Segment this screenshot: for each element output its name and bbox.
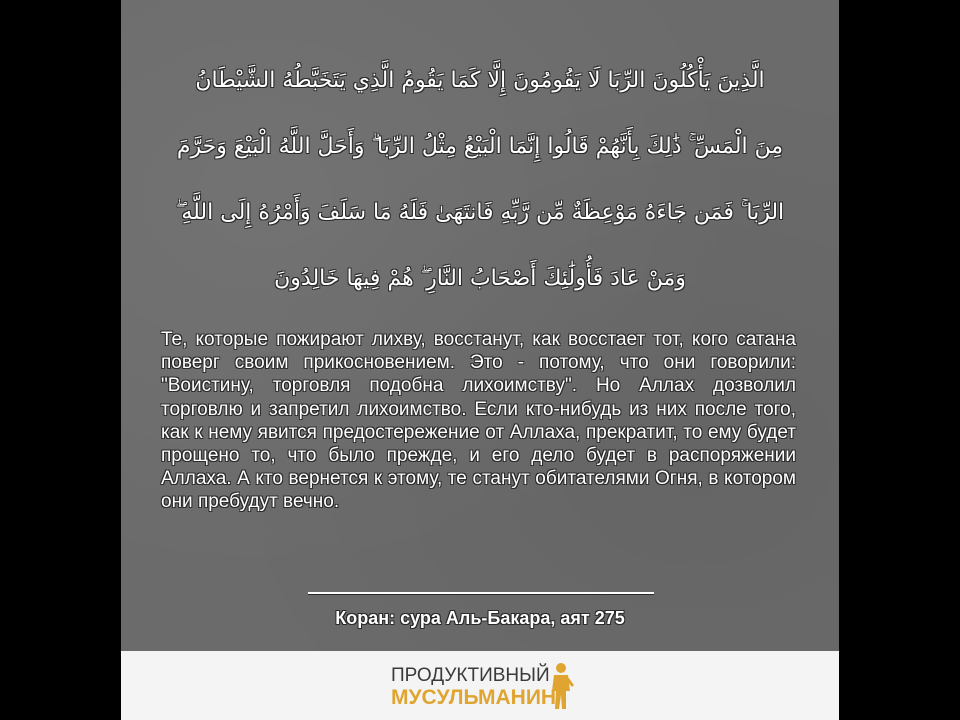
logo-line1: ПРОДУКТИВНЫЙ [391,665,550,686]
arabic-verse-line: وَمَنْ عَادَ فَأُولَٰئِكَ أَصْحَابُ النَّارِ ۖ هُمْ فِيهَا خَالِدُونَ [274,266,686,291]
arabic-verse-line: الرِّبَا ۚ فَمَن جَاءَهُ مَوْعِظَةٌ مِّن رَّبِّهِ فَانتَهَىٰ فَلَهُ مَا سَلَفَ وَأَمْرُهُ إِلَى اللَّهِ ۖ [175,200,785,225]
russian-translation: Те, которые пожирают лихву, восстанут, как восстает тот, кого сатана поверг своим прикосновением. Это - потому, что они говорили: "Воистину, торговля подобна лихоимству". Но Аллах дозволил торговлю и запретил лихоимство. Если кто-нибудь из них после того, как к нему явится предостережение от Аллаха, прекратит, то ему будет прощено то, что было прежде, и его дело будет в распоряжении Аллаха. А кто вернется к этому, те станут обитателями Огня, в котором они пребудут вечно. [161,329,796,513]
arabic-verse-line: الَّذِينَ يَأْكُلُونَ الرِّبَا لَا يَقُومُونَ إِلَّا كَمَا يَقُومُ الَّذِي يَتَخَبَّطُهُ الشَّيْطَانُ [195,68,765,93]
verse-source: Коран: сура Аль-Бакара, аят 275 [335,608,625,628]
person-figure-icon [544,661,576,711]
logo-line2: МУСУЛЬМАНИН [391,686,557,709]
footer [121,651,839,720]
quote-card [121,0,839,651]
arabic-verse [161,48,799,312]
arabic-verse-line: مِنَ الْمَسِّ ۚ ذَٰلِكَ بِأَنَّهُمْ قَالُوا إِنَّمَا الْبَيْعُ مِثْلُ الرِّبَا ۗ وَأَحَلَّ اللَّهُ الْبَيْعَ وَحَرَّمَ [176,134,784,159]
divider [308,592,654,594]
logo [391,659,581,715]
